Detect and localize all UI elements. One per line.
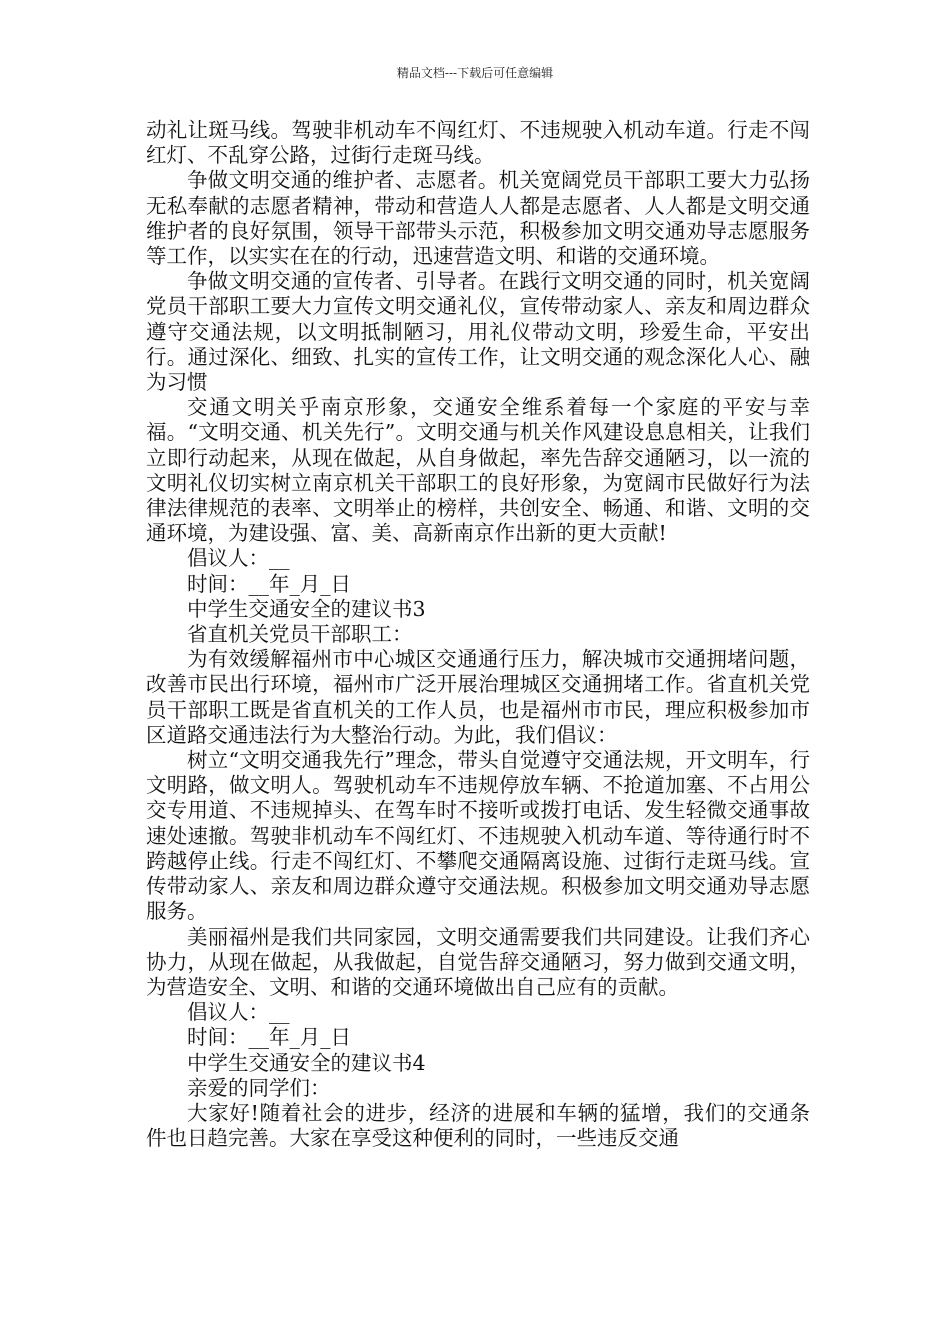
paragraph: 为有效缓解福州市中心城区交通通行压力，解决城市交通拥堵问题，改善市民出行环境，福州市广泛开展治理城区交通拥堵工作。省直机关党员干部职工既是省直机关的工作人员，也是福州市市民，理应积极参加市区道路交通违法行为大整治行动。为此，我们倡议：: [146, 647, 810, 747]
signature-line: 倡议人：__: [187, 1000, 290, 1025]
salutation: 省直机关党员干部职工：: [187, 622, 413, 647]
paragraph: 美丽福州是我们共同家园，文明交通需要我们共同建设。让我们齐心协力，从现在做起，从我做起，自觉告辞交通陋习，努力做到交通文明，为营造安全、文明、和谐的交通环境做出自己应有的贡献。: [146, 924, 810, 999]
date-line: 时间：__年_月_日: [187, 1025, 351, 1050]
paragraph: 争做文明交通的维护者、志愿者。机关宽阔党员干部职工要大力弘扬无私奉献的志愿者精神，带动和营造人人都是志愿者、人人都是文明交通维护者的良好氛围，领导干部带头示范，积极参加文明交通劝导志愿服务等工作，以实实在在的行动，迅速营造文明、和谐的交通环境。: [146, 168, 810, 269]
signature-line: 倡议人：__: [187, 546, 290, 571]
paragraph: 树立“文明交通我先行”理念，带头自觉遵守交通法规，开文明车，行文明路，做文明人。驾驶机动车不违规停放车辆、不抢道加塞、不占用公交专用道、不违规掉头、在驾车时不接听或拨打电话、发生轻微交通事故速处速撤。驾驶非机动车不闯红灯、不违规驶入机动车道、等待通行时不跨越停止线。行走不闯红灯、不攀爬交通隔离设施、过街行走斑马线。宣传带动家人、亲友和周边群众遵守交通法规。积极参加文明交通劝导志愿服务。: [146, 748, 810, 924]
paragraph: 大家好!随着社会的进步，经济的进展和车辆的猛增，我们的交通条件也日趋完善。大家在享受这种便利的同时，一些违反交通: [146, 1100, 810, 1151]
paragraph: 交通文明关乎南京形象，交通安全维系着每一个家庭的平安与幸福。“文明交通、机关先行”。文明交通与机关作风建设息息相关，让我们立即行动起来，从现在做起，从自身做起，率先告辞交通陋习，以一流的文明礼仪切实树立南京机关干部职工的良好形象，为宽阔市民做好行为法律法律规范的表率、文明举止的榜样，共创安全、畅通、和谐、文明的交通环境，为建设强、富、美、高新南京作出新的更大贡献!: [146, 395, 810, 546]
page-header: 精品文档---下载后可任意编辑: [396, 66, 554, 80]
paragraph: 争做文明交通的宣传者、引导者。在践行文明交通的同时，机关宽阔党员干部职工要大力宣传文明交通礼仪，宣传带动家人、亲友和周边群众遵守交通法规，以文明抵制陋习，用礼仪带动文明，珍爱生命，平安出行。通过深化、细致、扎实的宣传工作，让文明交通的观念深化人心、融为习惯: [146, 269, 810, 395]
section-title: 中学生交通安全的建议书4: [187, 1050, 426, 1075]
section-title: 中学生交通安全的建议书3: [187, 596, 426, 621]
document-body: [146, 118, 810, 1151]
salutation: 亲爱的同学们：: [187, 1075, 331, 1100]
date-line: 时间：__年_月_日: [187, 571, 351, 596]
paragraph: 动礼让斑马线。驾驶非机动车不闯红灯、不违规驶入机动车道。行走不闯红灯、不乱穿公路，过街行走斑马线。: [146, 118, 810, 168]
